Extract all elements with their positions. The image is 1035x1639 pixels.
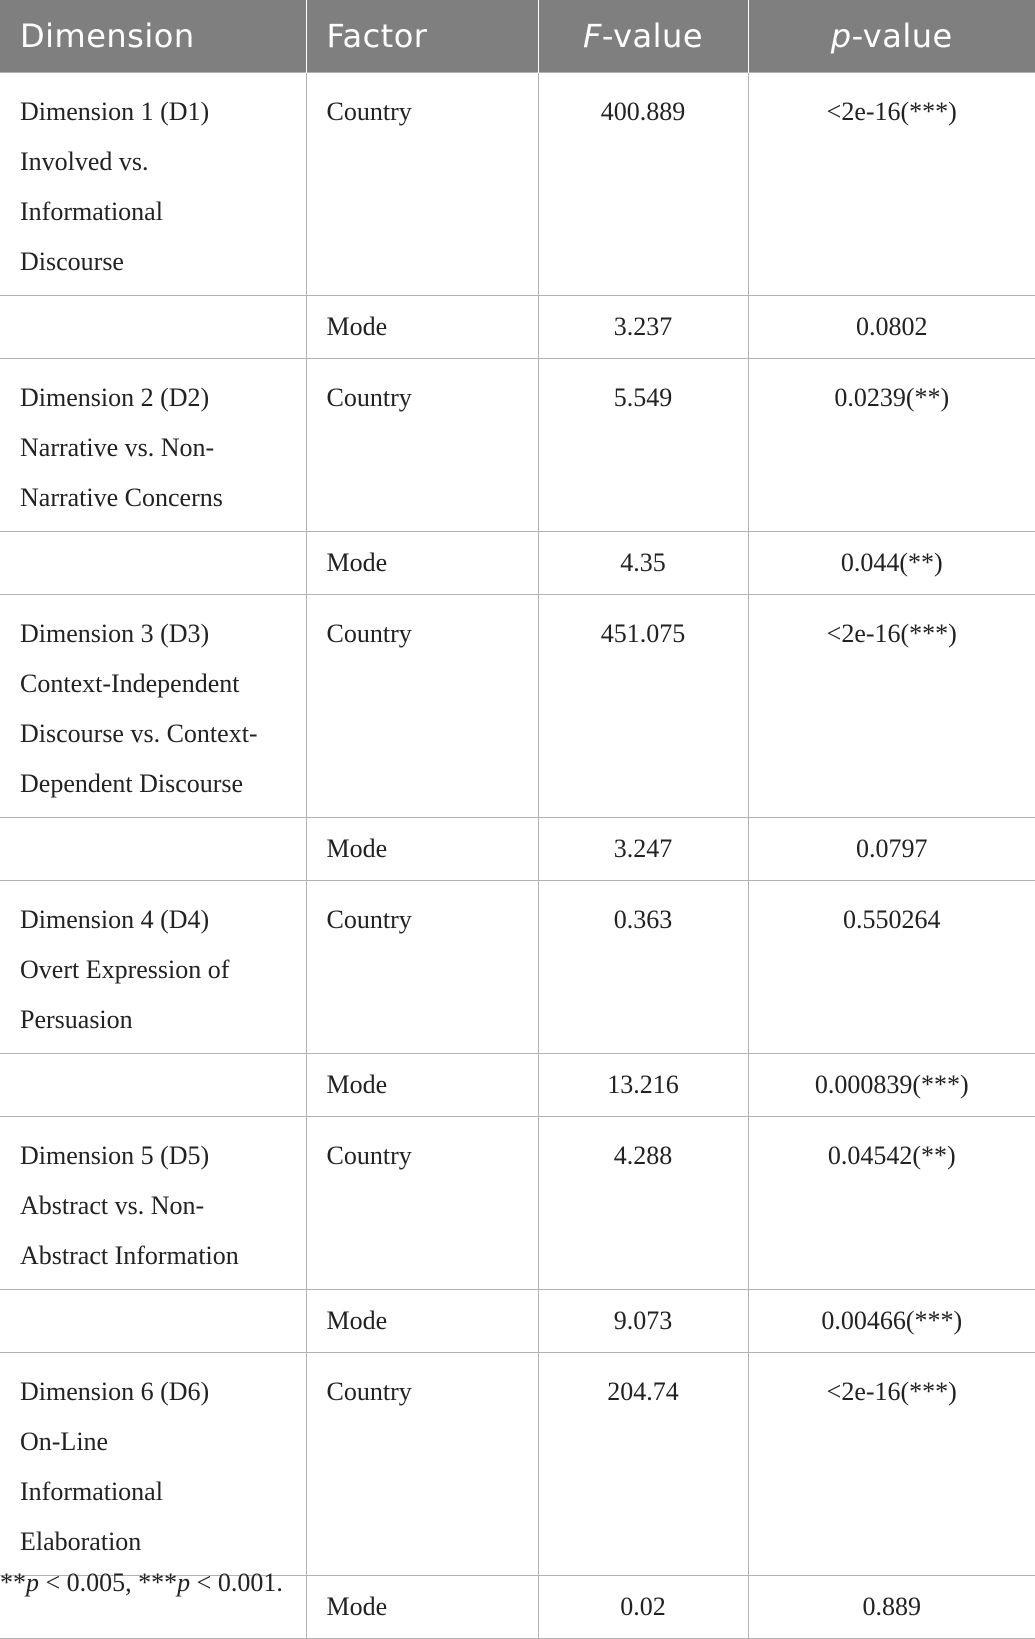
- dimension-cell: [0, 73, 306, 296]
- dimension-line: Involved vs.: [20, 147, 149, 176]
- footnote-text-2: < 0.001.: [190, 1568, 283, 1597]
- p-value-cell: 0.0802: [748, 296, 1035, 359]
- p-value-cell: 0.0797: [748, 818, 1035, 881]
- dimension-cell: [0, 881, 306, 1054]
- dimension-line: Narrative Concerns: [20, 483, 223, 512]
- f-value-cell: 204.74: [538, 1353, 748, 1576]
- factor-cell: Country: [306, 1117, 538, 1290]
- f-value-cell: 0.02: [538, 1576, 748, 1639]
- p-value-cell: 0.550264: [748, 881, 1035, 1054]
- p-value-cell: 0.000839(***): [748, 1054, 1035, 1117]
- f-value-cell: 13.216: [538, 1054, 748, 1117]
- dimension-line: Abstract Information: [20, 1241, 239, 1270]
- dimension-line: Narrative vs. Non-: [20, 433, 215, 462]
- footnote-text-1: < 0.005, ***: [39, 1568, 178, 1597]
- p-value-cell: <2e-16(***): [748, 73, 1035, 296]
- header-f-italic: F: [583, 17, 602, 55]
- dimension-line: Dependent Discourse: [20, 769, 244, 798]
- dimension-line: Elaboration: [20, 1527, 142, 1556]
- table-row-mode: [0, 296, 1035, 359]
- header-p-italic: p: [830, 17, 852, 55]
- table-row-country: [0, 73, 1035, 296]
- p-value-cell: <2e-16(***): [748, 1353, 1035, 1576]
- factor-cell: Country: [306, 595, 538, 818]
- table-row-mode: [0, 1290, 1035, 1353]
- f-value-cell: 3.247: [538, 818, 748, 881]
- p-value-cell: <2e-16(***): [748, 595, 1035, 818]
- p-value-cell: 0.04542(**): [748, 1117, 1035, 1290]
- f-value-cell: 5.549: [538, 359, 748, 532]
- header-f-value: [538, 0, 748, 73]
- dimension-cell: [0, 595, 306, 818]
- dimension-cell: [0, 359, 306, 532]
- table-footnote: [0, 1568, 283, 1598]
- dimension-line: Dimension 3 (D3): [20, 619, 210, 648]
- empty-dimension-cell: [0, 1054, 306, 1117]
- dimension-line: Discourse: [20, 247, 124, 276]
- dimension-line: On-Line: [20, 1427, 109, 1456]
- table-row-country: [0, 595, 1035, 818]
- p-value-cell: 0.889: [748, 1576, 1035, 1639]
- footnote-stars-1: **: [0, 1568, 26, 1597]
- empty-dimension-cell: [0, 818, 306, 881]
- header-row: [0, 0, 1035, 73]
- f-value-cell: 4.35: [538, 532, 748, 595]
- header-f-rest: -value: [601, 17, 703, 55]
- header-factor: Factor: [306, 0, 538, 73]
- dimension-line: Dimension 4 (D4): [20, 905, 210, 934]
- f-value-cell: 3.237: [538, 296, 748, 359]
- table-body: [0, 73, 1035, 1639]
- factor-cell: Country: [306, 881, 538, 1054]
- factor-cell: Country: [306, 359, 538, 532]
- empty-dimension-cell: [0, 532, 306, 595]
- dimension-line: Overt Expression of: [20, 955, 230, 984]
- dimension-line: Informational: [20, 1477, 163, 1506]
- table-row-country: [0, 881, 1035, 1054]
- dimension-line: Dimension 6 (D6): [20, 1377, 210, 1406]
- f-value-cell: 4.288: [538, 1117, 748, 1290]
- factor-cell: Mode: [306, 1290, 538, 1353]
- dimension-line: Persuasion: [20, 1005, 133, 1034]
- dimension-line: Context-Independent: [20, 669, 240, 698]
- dimension-cell: [0, 1353, 306, 1576]
- dimension-line: Dimension 5 (D5): [20, 1141, 210, 1170]
- table-row-mode: [0, 818, 1035, 881]
- f-value-cell: 9.073: [538, 1290, 748, 1353]
- dimension-cell: [0, 1117, 306, 1290]
- dimension-line: Dimension 1 (D1): [20, 97, 210, 126]
- dimension-line: Dimension 2 (D2): [20, 383, 210, 412]
- empty-dimension-cell: [0, 296, 306, 359]
- factor-cell: Mode: [306, 296, 538, 359]
- empty-dimension-cell: [0, 1290, 306, 1353]
- footnote-p-2: p: [177, 1568, 191, 1597]
- factor-cell: Mode: [306, 818, 538, 881]
- table-row-country: [0, 359, 1035, 532]
- factor-cell: Country: [306, 73, 538, 296]
- dimension-line: Informational: [20, 197, 163, 226]
- factor-cell: Mode: [306, 1576, 538, 1639]
- p-value-cell: 0.044(**): [748, 532, 1035, 595]
- dimension-line: Discourse vs. Context-: [20, 719, 258, 748]
- table-row-mode: [0, 1054, 1035, 1117]
- table-row-country: [0, 1117, 1035, 1290]
- table-header: [0, 0, 1035, 73]
- p-value-cell: 0.00466(***): [748, 1290, 1035, 1353]
- f-value-cell: 0.363: [538, 881, 748, 1054]
- f-value-cell: 400.889: [538, 73, 748, 296]
- header-p-value: [748, 0, 1035, 73]
- f-value-cell: 451.075: [538, 595, 748, 818]
- factor-cell: Mode: [306, 532, 538, 595]
- factor-cell: Country: [306, 1353, 538, 1576]
- header-p-rest: -value: [851, 17, 953, 55]
- dimension-line: Abstract vs. Non-: [20, 1191, 205, 1220]
- table-row-mode: [0, 532, 1035, 595]
- p-value-cell: 0.0239(**): [748, 359, 1035, 532]
- table-row-country: [0, 1353, 1035, 1576]
- header-dimension: Dimension: [0, 0, 306, 73]
- factor-cell: Mode: [306, 1054, 538, 1117]
- footnote-p-1: p: [26, 1568, 39, 1597]
